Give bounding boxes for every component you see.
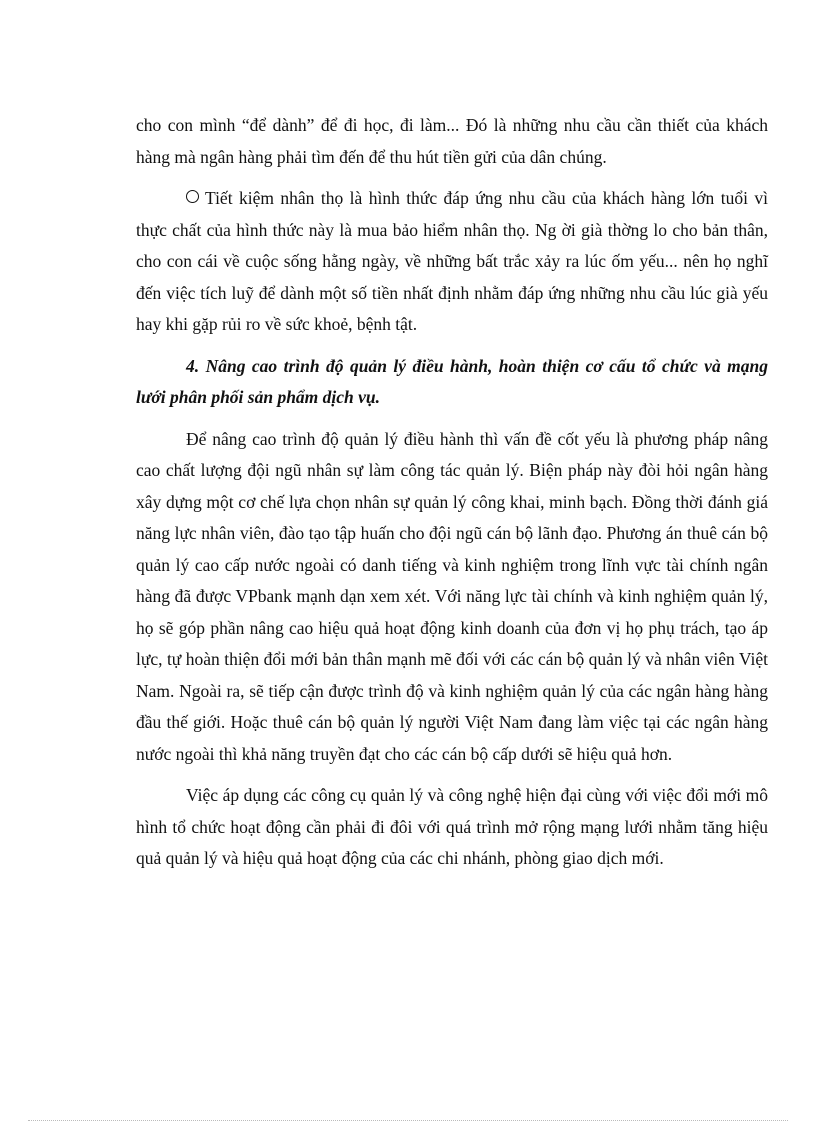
paragraph-life-savings: [136, 183, 768, 341]
paragraph-life-savings-text: Tiết kiệm nhân thọ là hình thức đáp ứng nhu cầu của khách hàng lớn tuổi vì thực chất của hình thức này là mua bảo hiểm nhân thọ. Ng ời già thờng lo cho bản thân, cho con cái về cuộc sống hằng ngày, về những bất trắc xảy ra lúc ốm yếu... nên họ nghĩ đến việc tích luỹ để dành một số tiền nhất định nhằm đáp ứng những nhu cầu lúc già yếu hay khi gặp rủi ro về sức khoẻ, bệnh tật.: [136, 188, 768, 334]
document-body: [136, 110, 768, 875]
page-bottom-divider: [28, 1120, 788, 1121]
paragraph-network: Việc áp dụng các công cụ quản lý và công nghệ hiện đại cùng với việc đổi mới mô hình tổ chức hoạt động cần phải đi đôi với quá trình mở rộng mạng lưới nhằm tăng hiệu quả quản lý và hiệu quả hoạt động của các chi nhánh, phòng giao dịch mới.: [136, 785, 768, 868]
paragraph-management: Để nâng cao trình độ quản lý điều hành thì vấn đề cốt yếu là phương pháp nâng cao chất lượng đội ngũ nhân sự làm công tác quản lý. Biện pháp này đòi hỏi ngân hàng xây dựng một cơ chế lựa chọn nhân sự quản lý công khai, minh bạch. Đồng thời đánh giá năng lực nhân viên, đào tạo tập huấn cho đội ngũ cán bộ lãnh đạo. Phương án thuê cán bộ quản lý cao cấp nước ngoài có danh tiếng và kinh nghiệm trong lĩnh vực tài chính ngân hàng đã được VPbank mạnh dạn xem xét. Với năng lực tài chính và kinh nghiệm quản lý, họ sẽ góp phần nâng cao hiệu quả hoạt động kinh doanh của đơn vị họ phụ trách, tạo áp lực, tự hoàn thiện đổi mới bản thân mạnh mẽ đối với các cán bộ quản lý và nhân viên Việt Nam. Ngoài ra, sẽ tiếp cận được trình độ và kinh nghiệm quản lý của các ngân hàng hàng đầu thế giới. Hoặc thuê cán bộ quản lý người Việt Nam đang làm việc tại các ngân hàng nước ngoài thì khả năng truyền đạt cho các cán bộ cấp dưới sẽ hiệu quả hơn.: [136, 428, 768, 764]
circle-bullet-icon: [186, 190, 199, 203]
section-heading: 4. Nâng cao trình độ quản lý điều hành, hoàn thiện cơ cấu tổ chức và mạng lưới phân phối sản phẩm dịch vụ.: [136, 355, 768, 407]
paragraph-continuation: cho con mình “để dành” để đi học, đi làm... Đó là những nhu cầu cần thiết của khách hàng mà ngân hàng phải tìm đến để thu hút tiền gửi của dân chúng.: [136, 115, 768, 167]
